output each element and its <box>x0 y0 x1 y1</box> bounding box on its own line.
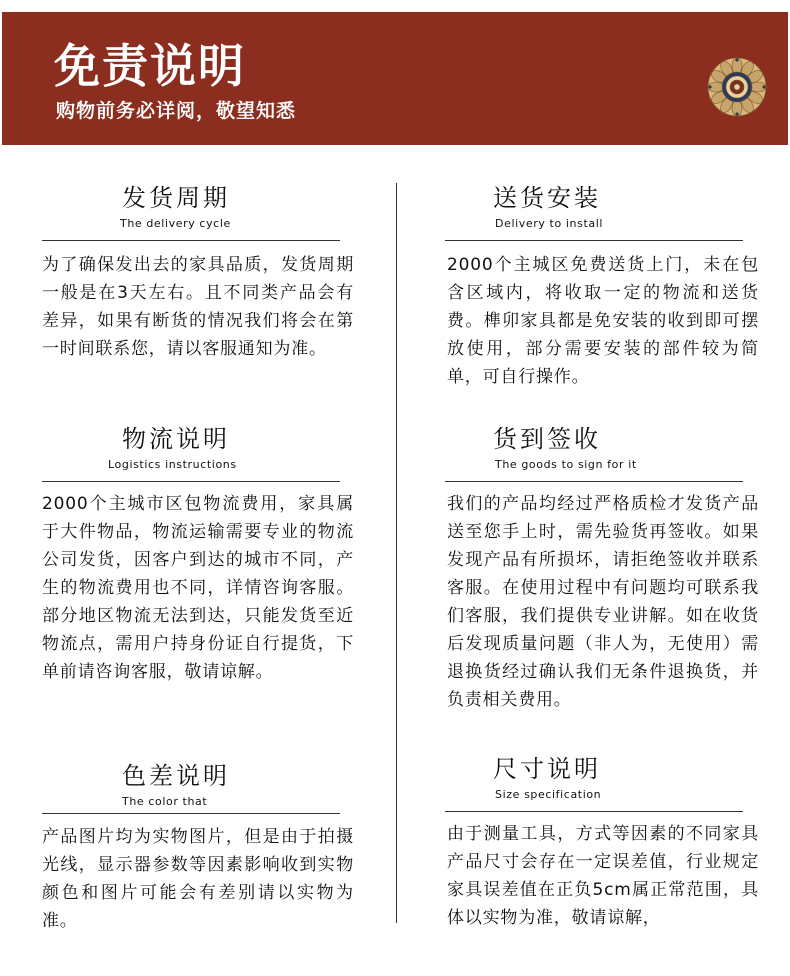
section-body: 2000个主城区免费送货上门，未在包含区域内，将收取一定的物流和送货费。榫卯家具都是免安装的收到即可摆放使用，部分需要安装的部件较为简单，可自行操作。 <box>447 255 759 387</box>
section-body: 2000个主城市区包物流费用，家具属于大件物品，物流运输需要专业的物流公司发货，因客户到达的城市不同，产生的物流费用也不同，详情咨询客服。部分地区物流无法到达，只能发货至近物流点，需用户持身份证自行提货，下单前请咨询客服，敬请谅解。 <box>42 494 354 682</box>
section-title: 物流说明 <box>122 425 230 453</box>
section-title: 送货安装 <box>493 184 601 212</box>
mandala-ornament-icon <box>706 56 768 118</box>
header-banner <box>2 12 788 145</box>
section-subtitle-en: Logistics instructions <box>108 458 237 471</box>
section-rule <box>445 240 743 241</box>
section-body: 由于测量工具，方式等因素的不同家具产品尺寸会存在一定误差值，行业规定家具误差值在正负5cm属正常范围，具体以实物为准，敬请谅解， <box>447 824 759 928</box>
section-rule <box>445 811 743 812</box>
section-subtitle-en: The delivery cycle <box>120 217 231 230</box>
section-title: 尺寸说明 <box>493 755 601 783</box>
section-body: 产品图片均为实物图片，但是由于拍摄光线，显示器参数等因素影响收到实物颜色和图片可能会有差别请以实物为准。 <box>42 827 354 931</box>
page-subtitle: 购物前务必详阅，敬望知悉 <box>56 100 297 122</box>
section-subtitle-en: The goods to sign for it <box>495 458 637 471</box>
page-title: 免责说明 <box>54 39 246 93</box>
section-rule <box>42 481 340 482</box>
section-subtitle-en: Size specification <box>495 788 602 801</box>
column-divider <box>396 183 397 923</box>
section-rule <box>445 481 743 482</box>
section-title: 色差说明 <box>122 762 230 790</box>
section-body: 我们的产品均经过严格质检才发货产品送至您手上时，需先验货再签收。如果发现产品有所损坏，请拒绝签收并联系客服。在使用过程中有问题均可联系我们客服，我们提供专业讲解。如在收货后发现质量问题（非人为，无使用）需退换货经过确认我们无条件退换货，并负责相关费用。 <box>447 494 759 710</box>
section-rule <box>42 240 340 241</box>
section-subtitle-en: The color that <box>122 795 208 808</box>
section-title: 发货周期 <box>122 184 230 212</box>
section-subtitle-en: Delivery to install <box>495 217 604 230</box>
section-rule <box>42 813 340 814</box>
section-title: 货到签收 <box>493 425 601 453</box>
section-body: 为了确保发出去的家具品质，发货周期一般是在3天左右。且不同类产品会有差异，如果有断货的情况我们将会在第一时间联系您，请以客服通知为准。 <box>42 255 354 359</box>
